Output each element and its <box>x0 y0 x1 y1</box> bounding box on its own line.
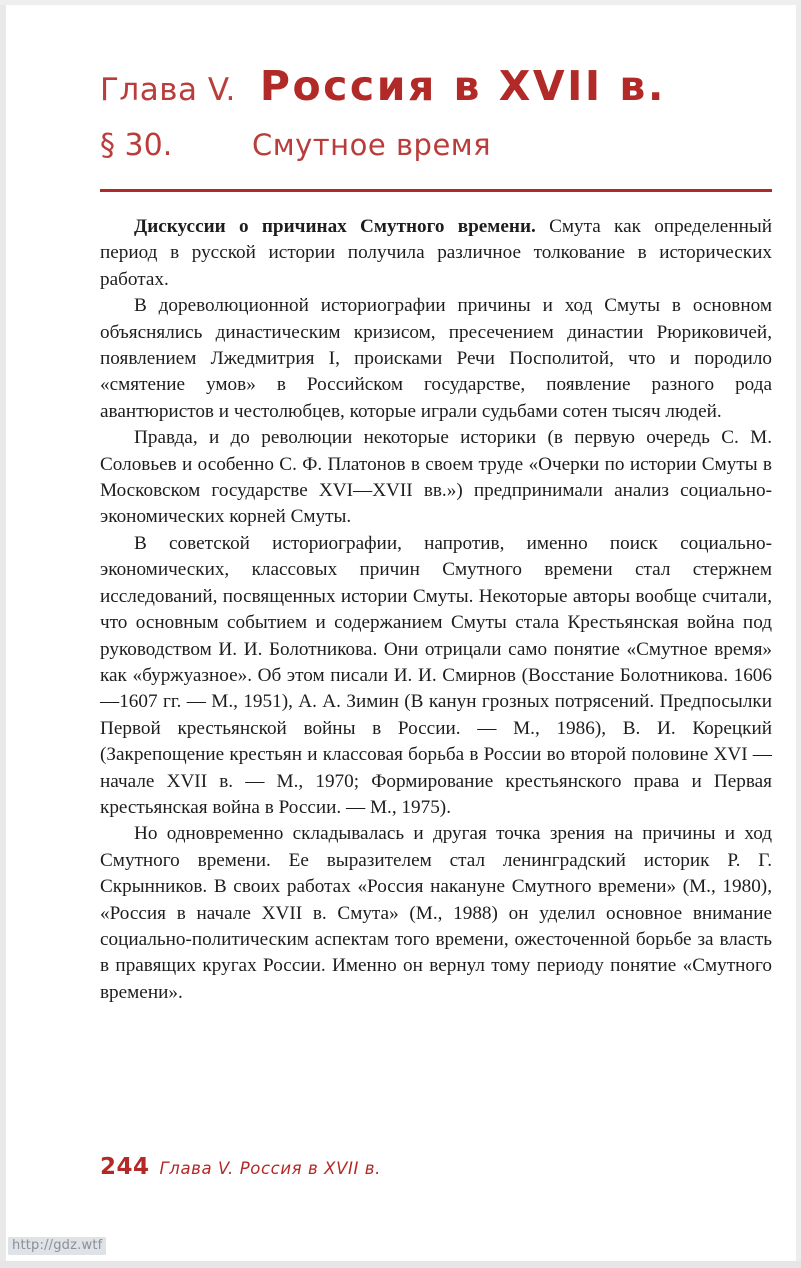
paragraph: В дореволюционной историографии причины и ход Смуты в основном объяснялись династическим кризисом, пресечением династии Рюриковичей, появлением Лжедмитрия I, происками Речи Посполитой, что и породило «смятение умов» в Российском государстве, появление разного рода авантюристов и честолюбцев, которые играли судьбами сотен тысяч людей. <box>100 295 772 422</box>
page-title: Россия в XVII в. <box>259 62 666 110</box>
section-heading <box>100 128 772 163</box>
scan-edge-left <box>0 0 6 1268</box>
section-title: Смутное время <box>252 128 492 162</box>
paragraph: Но одновременно складывалась и другая точка зрения на причины и ход Смутного времени. Ее выразителем стал ленинградский историк Р. Г. Скрынников. В своих работах «Россия накануне Смутного времени» (М., 1980), «Россия в начале XVII в. Смута» (М., 1988) он уделил основное внимание социально-политическим аспектам того времени, ожесточенной борьбе за власть в правящих кругах России. Именно он вернул тому периоду понятие «Смутного времени». <box>100 823 772 1003</box>
paragraph: В советской историографии, напротив, именно поиск социально-экономических, классовых причин Смутного времени стал стержнем исследований, посвященных истории Смуты. Некоторые авторы вообще считали, что основным событием и содержанием Смуты стала Крестьянская война под руководством И. И. Болотникова. Они отрицали само понятие «Смутное время» как «буржуазное». Об этом писали И. И. Смирнов (Восстание Болотникова. 1606—1607 гг. — М., 1951), А. А. Зимин (В канун грозных потрясений. Предпосылки Первой крестьянской войны в России. — М., 1986), В. И. Корецкий (Закрепощение крестьян и классовая борьба в России во второй половине XVI — начале XVII в. — М., 1970; Формирование крестьянского права и Первая крестьянская война в России. — М., 1975). <box>100 532 772 818</box>
lead-in-phrase: Дискуссии о причинах Смутного времени. <box>134 216 536 237</box>
scan-edge-bottom <box>0 1261 801 1268</box>
watermark: http://gdz.wtf <box>8 1237 106 1255</box>
page-content <box>100 62 772 1006</box>
paragraph <box>100 214 772 293</box>
paragraph-text: Смута как определенный период в русской истории получила различное толкование в исторических работах. <box>100 216 772 290</box>
chapter-heading <box>100 62 772 110</box>
scan-edge-right <box>796 0 801 1268</box>
page-number: 244 <box>100 1154 150 1180</box>
paragraph: Правда, и до революции некоторые историки (в первую очередь С. М. Соловьев и особенно С. Ф. Платонов в своем труде «Очерки по истории Смуты в Московском государстве XVI—XVII вв.») предпринимали анализ социально-экономических корней Смуты. <box>100 427 772 528</box>
page-footer <box>100 1154 381 1180</box>
running-head: Глава V. Россия в XVII в. <box>159 1159 381 1178</box>
scan-edge-top <box>0 0 801 5</box>
heading-divider <box>100 189 772 192</box>
body-text <box>100 214 772 1006</box>
chapter-label: Глава V. <box>100 72 236 108</box>
section-number: § 30. <box>100 128 173 163</box>
